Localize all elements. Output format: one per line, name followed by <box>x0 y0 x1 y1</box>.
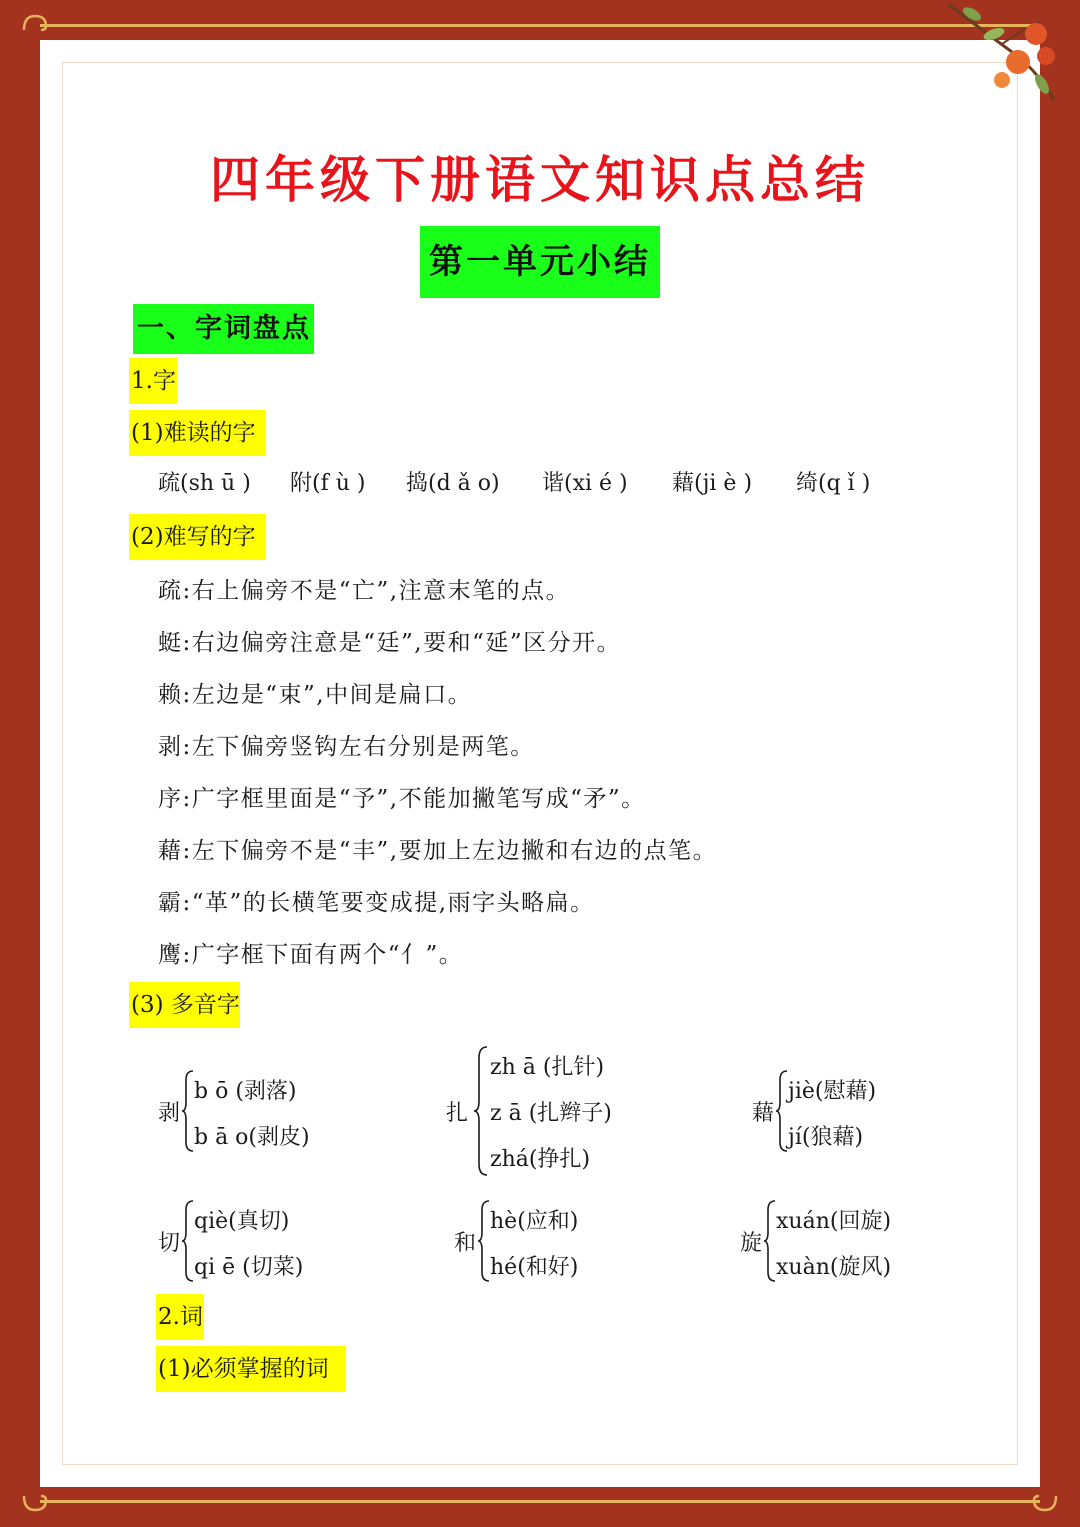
writing-rule: 序:广字框里面是“予”,不能加撇笔写成“矛”。 <box>158 786 646 812</box>
subheading-polyphonic: (3) 多音字 <box>129 982 240 1028</box>
subheading-hard-to-write: (2)难写的字 <box>129 514 266 560</box>
border-top-line <box>40 24 1040 27</box>
polyphonic-char: 和 <box>454 1231 477 1256</box>
polyphonic-reading: qi ē (切菜) <box>194 1255 304 1280</box>
left-brace-icon <box>764 1200 776 1282</box>
subheading-characters: 1.字 <box>129 358 177 404</box>
writing-rule: 剥:左下偏旁竖钩左右分别是两笔。 <box>158 734 535 760</box>
polyphonic-reading: hè(应和) <box>490 1209 579 1234</box>
pinyin-item: 附(f ù ) <box>290 471 366 496</box>
subheading-must-master-words: (1)必须掌握的词 <box>156 1346 346 1392</box>
polyphonic-char: 藉 <box>752 1101 775 1126</box>
corner-ornament-icon <box>22 14 48 32</box>
writing-rule: 赖:左边是“束”,中间是扁口。 <box>158 682 473 708</box>
polyphonic-reading: b ō (剥落) <box>194 1079 297 1104</box>
left-brace-icon <box>474 1046 488 1176</box>
left-brace-icon <box>182 1200 194 1282</box>
pinyin-item: 藉(ji è ) <box>672 471 753 496</box>
polyphonic-reading: jí(狼藉) <box>788 1125 864 1150</box>
pinyin-item: 疏(sh ū ) <box>158 471 251 496</box>
subheading-hard-to-read: (1)难读的字 <box>129 410 266 456</box>
polyphonic-char: 扎 <box>446 1101 469 1126</box>
polyphonic-reading: hé(和好) <box>490 1255 579 1280</box>
polyphonic-reading: zhá(挣扎) <box>490 1147 591 1172</box>
section-title-badge: 一、字词盘点 <box>133 304 314 354</box>
border-bottom-line <box>40 1500 1040 1503</box>
left-brace-icon <box>776 1070 788 1152</box>
polyphonic-reading: b ā o(剥皮) <box>194 1125 310 1150</box>
pinyin-item: 谐(xi é ) <box>542 471 628 496</box>
writing-rule: 藉:左下偏旁不是“丰”,要加上左边撇和右边的点笔。 <box>158 838 718 864</box>
polyphonic-reading: zh ā (扎针) <box>490 1055 605 1080</box>
polyphonic-reading: z ā (扎辫子) <box>490 1101 612 1126</box>
persimmon-branch-icon <box>942 0 1062 112</box>
unit-title-badge: 第一单元小结 <box>420 226 660 298</box>
writing-rule: 疏:右上偏旁不是“亡”,注意末笔的点。 <box>158 578 571 604</box>
polyphonic-reading: jiè(慰藉) <box>788 1079 877 1104</box>
corner-ornament-icon <box>1032 1494 1058 1512</box>
polyphonic-reading: xuán(回旋) <box>776 1209 892 1234</box>
polyphonic-reading: xuàn(旋风) <box>776 1255 892 1280</box>
pinyin-item: 捣(d ǎ o) <box>406 471 500 496</box>
polyphonic-char: 剥 <box>158 1101 181 1126</box>
polyphonic-char: 旋 <box>740 1231 763 1256</box>
pinyin-item: 绮(q ǐ ) <box>796 471 871 496</box>
polyphonic-reading: qiè(真切) <box>194 1209 290 1234</box>
left-brace-icon <box>478 1200 490 1282</box>
polyphonic-char: 切 <box>158 1231 181 1256</box>
writing-rule: 霸:“革”的长横笔要变成提,雨字头略扁。 <box>158 890 595 916</box>
page-title: 四年级下册语文知识点总结 <box>210 150 870 209</box>
subheading-words: 2.词 <box>156 1294 204 1340</box>
left-brace-icon <box>182 1070 194 1152</box>
writing-rule: 鹰:广字框下面有两个“亻”。 <box>158 942 464 968</box>
corner-ornament-icon <box>22 1494 48 1512</box>
writing-rule: 蜓:右边偏旁注意是“廷”,要和“延”区分开。 <box>158 630 622 656</box>
